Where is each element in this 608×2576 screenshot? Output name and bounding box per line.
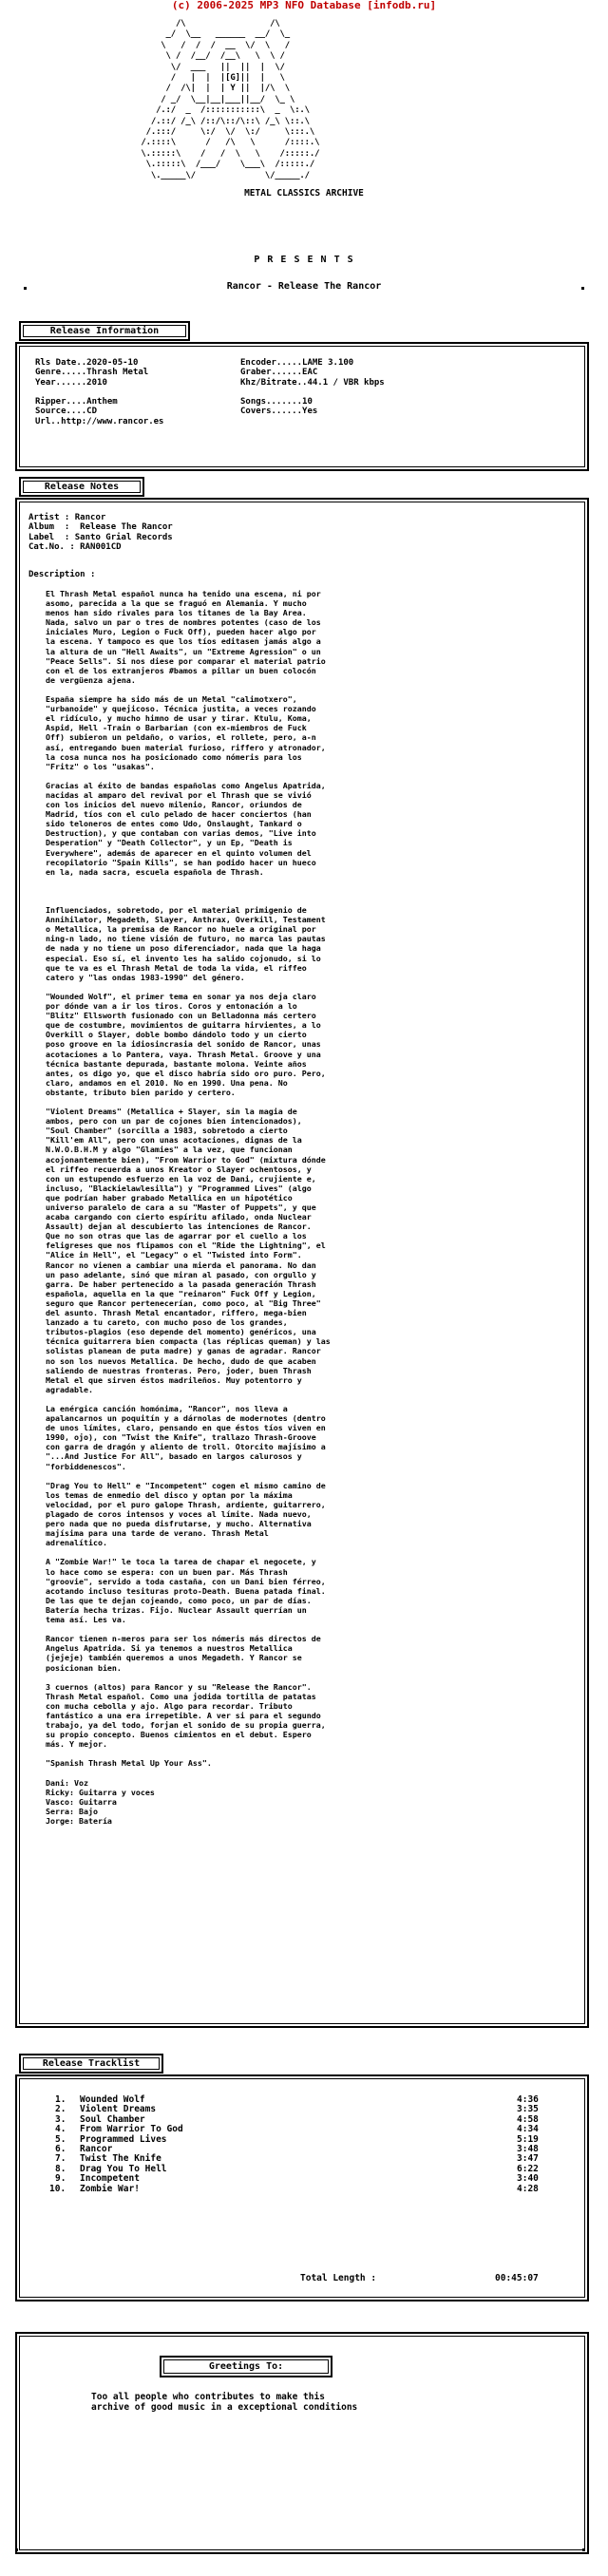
presents-heading: P R E S E N T S: [254, 255, 354, 265]
description-line: nacidas al amparo del revival por el Thrash que se vivió: [46, 789, 312, 800]
description-line: [46, 982, 331, 992]
description-line: [46, 1471, 331, 1481]
description-line: lo hace como se espera: con un buen par. Más Thrash: [46, 1566, 288, 1577]
description-line: con los inicios del nuevo milenio, Rancor, oriundos de: [46, 800, 302, 810]
description-line: la altura de un "Hell Awaits", un "Extreme Agression" o un: [46, 646, 321, 656]
description-line: (jejeje) también queremos a unos Megadeth. Y Rancor se: [46, 1653, 302, 1663]
description-line: "forbiddenescos".: [46, 1461, 126, 1471]
description-line: A "Zombie War!" le toca la tarea de chapar el negocete, y: [46, 1557, 316, 1567]
info-right-line: Songs.......10: [240, 397, 313, 407]
description-line: de vergüenza ajena.: [46, 674, 136, 685]
metal-classics-logo-art: /\ /\ _/ \__ ______ __/ \_ \ / / / __ \/ \ / \ / /__/ /__\ \ \ / \/ ___ || || | \/ / | | |[G]|| | \ / /\| | | Y || |/\ \ / _/ \__|__|___||__/ \_ \ /.:/ _ /:::::::::::\ _ \:.\ /.::/ /_\ /::/\::/\::\ /_\ \::.\ /.:::/ \:/ \/ \:/ \:::.\ /.::::\ / /\ \ /::::.\ \.:::::\ / / \ \ /:::::./ \.:::::\ /___/ \___\ /:::::./ \._____\/ \/_____./: [141, 19, 320, 180]
description-line: "Soul Chamber" (sorcilla a 1983, sobretodo a cierto: [46, 1126, 288, 1136]
info-left-line: Rls Date..2020-05-10: [35, 358, 139, 368]
description-line: [46, 1097, 331, 1107]
notes-meta-line: Label : Santo Grial Records: [28, 532, 173, 542]
notes-meta-line: Cat.No. : RAN001CD: [28, 541, 122, 552]
footer-dot-right: [582, 2548, 585, 2551]
track-number: 10.: [49, 2183, 66, 2194]
description-line: velocidad, por el puro galope Thrash, ardiente, guitarrero,: [46, 1499, 326, 1509]
description-line: "urbanoide" y quejicoso. Técnica justita, a veces rozando: [46, 704, 316, 714]
release-information-header: Release Information: [19, 321, 190, 341]
description-line: asomo, parecida a la que se fraguó en Alemania. Y mucho: [46, 598, 307, 609]
description-line: adrenalítico.: [46, 1538, 107, 1548]
description-line: 3 cuernos (altos) para Rancor y su "Release the Rancor".: [46, 1681, 312, 1692]
release-info-right-column: [240, 358, 385, 417]
description-line: El Thrash Metal español nunca ha tenido una escena, ni por: [46, 589, 321, 598]
description-line: [46, 877, 331, 886]
description-line: Overkill o Slayer, doble bombo dándolo todo y un cierto: [46, 1030, 307, 1040]
description-line: menos han sido rivales para los titanes de la Bay Area.: [46, 608, 307, 618]
track-title: Soul Chamber: [80, 2113, 145, 2125]
description-line: ning-n lado, no tiene visión de futuro, no marca las pautas: [46, 934, 326, 944]
track-time: 5:19: [517, 2133, 539, 2145]
description-line: en la, nada sacra, escuela española de Thrash.: [46, 866, 264, 877]
description-line: [46, 685, 331, 694]
description-line: [46, 896, 331, 905]
description-line: Gracias al éxito de bandas españolas como Angelus Apatrida,: [46, 780, 326, 790]
description-line: el ridículo, y mucho himno de usar y tirar. Ktulu, Koma,: [46, 713, 312, 724]
description-line: [46, 1394, 331, 1404]
description-line: 1990, ojo), con "Twist the Knife", trallazo Thrash-Groove: [46, 1432, 316, 1443]
description-line: feligreses que nos flipamos con el "Ride the Lightning", el: [46, 1241, 326, 1251]
track-number: 7.: [55, 2153, 66, 2165]
description-line: [46, 886, 331, 896]
separator-dot-right: [581, 287, 584, 290]
info-right-line: Covers......Yes: [240, 407, 318, 417]
description-line: Everywhere", además de aparecer en el quinto volumen del: [46, 847, 312, 858]
description-line: Ricky: Guitarra y voces: [46, 1787, 155, 1797]
description-line: garra. De haber pertenecido a la pasada generación Thrash: [46, 1279, 316, 1289]
track-time: 6:22: [517, 2163, 539, 2174]
description-line: Thrash Metal español. Como una jodida tortilla de patatas: [46, 1691, 316, 1701]
track-title: Drag You To Hell: [80, 2163, 167, 2174]
track-number: 9.: [55, 2173, 66, 2185]
info-left-line: Ripper....Anthem: [35, 397, 118, 407]
description-line: Vasco: Guitarra: [46, 1796, 117, 1807]
track-time: 3:35: [517, 2104, 539, 2115]
footer-dot-left: [15, 2548, 18, 2551]
description-line: fantástico a una era irrepetible. A ver si para el segundo: [46, 1710, 321, 1720]
track-number: 1.: [55, 2094, 66, 2105]
description-line: "Kill'em All", pero con unas acotaciones, dignas de la: [46, 1135, 302, 1146]
description-line: ambos, pero con un par de cojones bien intencionados),: [46, 1116, 302, 1127]
description-line: "groovie", servido a toda castaña, con un Dani bien férreo,: [46, 1576, 326, 1586]
description-line: [46, 1547, 331, 1557]
info-left-line: Year......2010: [35, 377, 107, 388]
track-time: 4:36: [517, 2094, 539, 2105]
description-line: con el de los extranjeros #bamos a pillar un buen colocón: [46, 665, 316, 675]
description-line: Que no son otras que las de agarrar por el cuello a los: [46, 1231, 307, 1241]
description-line: [46, 1769, 331, 1778]
description-line: claro, andamos en el 2010. No en 1990. Una pena. No: [46, 1077, 288, 1088]
info-right-line: [240, 388, 385, 397]
description-line: los temas de enmedio del disco y optan por la máxima: [46, 1489, 293, 1500]
description-line: "...And Justice For All", basado en largos calurosos y: [46, 1451, 302, 1462]
greetings-text: [91, 2392, 357, 2413]
release-info-left-column: [35, 358, 163, 426]
track-title: Wounded Wolf: [80, 2094, 145, 2105]
info-left-line: [35, 388, 163, 397]
description-line: "Violent Dreams" (Metallica + Slayer, sin la magia de: [46, 1107, 297, 1117]
description-line: N.W.O.B.H.M y algo "Glamies" a la vez, que funcionan: [46, 1145, 293, 1155]
track-number: 5.: [55, 2133, 66, 2145]
description-line: solistas planean de puta madre) y ganas de agradar. Rancor: [46, 1346, 321, 1356]
logo-caption: METAL CLASSICS ARCHIVE: [244, 188, 364, 199]
track-title: Programmed Lives: [80, 2133, 167, 2145]
description-line: De las que te dejan cojeando, como poco, un par de días.: [46, 1595, 312, 1605]
total-length-label: Total Length :: [300, 2273, 377, 2283]
description-line: Rancor no vienen a cambiar una mierda el panorama. No dan: [46, 1260, 316, 1270]
description-line: Serra: Bajo: [46, 1806, 98, 1816]
total-length-value: 00:45:07: [495, 2273, 539, 2283]
description-line: "Drag You to Hell" e "Incompetent" cogen el mismo camino de: [46, 1480, 326, 1490]
description-line: tema así. Les va.: [46, 1615, 126, 1625]
description-line: sido teloneros de entes como Udo, Onslaught, Tankard o: [46, 819, 302, 829]
description-line: plagado de coros intensos y voces al límite. Nada nuevo,: [46, 1509, 312, 1519]
description-line: especial. Eso sí, el invento les ha salido cojonudo, si lo: [46, 953, 321, 963]
description-line: Influenciados, sobretodo, por el material primigenio de: [46, 905, 307, 916]
description-line: la cosa nunca nos ha posicionado como nómeris para los: [46, 751, 302, 762]
description-line: España siempre ha sido más de un Metal "calimotxero",: [46, 694, 297, 705]
description-line: un paso adelante, sinó que miran al pasado, con orgullo y: [46, 1269, 316, 1279]
track-number: 6.: [55, 2144, 66, 2154]
notes-meta-line: Album : Release The Rancor: [28, 522, 173, 533]
release-tracklist-header: Release Tracklist: [19, 2054, 163, 2074]
track-time: 3:40: [517, 2173, 539, 2185]
description-line: tributos-plagios (eso depende del momento) genéricos, una: [46, 1327, 316, 1337]
description-line: obstante, tributo bien parido y certero.: [46, 1087, 236, 1097]
track-time: 4:58: [517, 2113, 539, 2125]
description-line: o Metallica, la premisa de Rancor no huele a original por: [46, 924, 316, 935]
description-line: acotaciones a lo Pantera, vaya. Thrash Metal. Groove y una: [46, 1049, 321, 1059]
description-line: "Blitz" Ellsworth fusionado con un Belladonna más certero: [46, 1011, 316, 1021]
track-number: 3.: [55, 2113, 66, 2125]
description-line: acaba cargando con cierto espíritu afilado, onda Nuclear: [46, 1212, 312, 1222]
description-line: Off) subieron un peldaño, o varios, el rollete, pero, a-n: [46, 732, 316, 743]
description-line: de unos límites, claro, pensando en que éstos tíos viven en: [46, 1423, 326, 1433]
info-right-line: Graber......EAC: [240, 368, 318, 378]
description-line: técnica guitarrera bien compacta (las réplicas queman) y las: [46, 1336, 331, 1347]
description-line: antes, os digo yo, que el disco habría sido oro puro. Pero,: [46, 1068, 326, 1078]
description-line: Assault) dejan al descubierto las intenciones de Rancor.: [46, 1222, 312, 1232]
track-time: 4:34: [517, 2124, 539, 2135]
description-line: por dónde van a ir los tiros. Coros y entonación a lo: [46, 1001, 297, 1012]
description-line: Metal el que sirven éstos madrileños. Muy potentorro y: [46, 1374, 302, 1385]
description-line: su propio concepto. Buenos cimientos en el debut. Espero: [46, 1730, 312, 1740]
track-title: From Warrior To God: [80, 2124, 183, 2135]
description-line: que de costumbre, movimientos de guitarra hirvientes, a lo: [46, 1020, 321, 1031]
description-line: con un estupendo esfuerzo en la voz de Dani, crujiente e,: [46, 1173, 316, 1184]
greetings-header: Greetings To:: [160, 2356, 332, 2377]
description-text: [46, 589, 331, 1826]
description-line: "Alice in Hell", el "Legacy" o el "Twisted into Form".: [46, 1250, 302, 1260]
description-line: Destruction), y que contaban con varias demos, "Live into: [46, 828, 316, 839]
description-line: [46, 771, 331, 781]
description-line: española, aquella en la que "reinaron" Fuck Off y Legion,: [46, 1288, 316, 1298]
description-line: pero nada que no pueda disfrutarse, y mucho. Alternativa: [46, 1519, 312, 1529]
description-line: Dani: Voz: [46, 1777, 88, 1788]
description-line: Rancor tienen n-meros para ser los nómeris más directos de: [46, 1634, 321, 1644]
info-left-line: Source....CD: [35, 407, 98, 417]
description-line: poso groove en la idiosincrasia del sonido de Rancor, unas: [46, 1039, 321, 1050]
description-line: la escena. Y tampoco es que los tíos editasen jamás algo a: [46, 636, 321, 647]
description-line: Desperation" y "Death Collector", y un Ep, "Death is: [46, 838, 293, 848]
description-line: Aspid, Hell -Train o Barbarian (con ex-miembros de Fuck: [46, 723, 307, 733]
description-line: de nada y no tiene un poso diferenciador, nada que la haga: [46, 943, 321, 954]
track-title: Rancor: [80, 2144, 113, 2154]
description-line: catero y "las ondas 1983-1990" del género.: [46, 972, 245, 982]
description-line: seguro que Rancor pertenecerían, como poco, al "Big Three": [46, 1297, 321, 1308]
release-title: Rancor - Release The Rancor: [226, 281, 382, 292]
info-left-line: Genre.....Thrash Metal: [35, 368, 149, 378]
description-line: incluso, "Blackielawlesilla") y "Programmed Lives" (algo: [46, 1183, 312, 1193]
description-line: Jorge: Batería: [46, 1816, 112, 1826]
track-number: 4.: [55, 2124, 66, 2135]
description-line: agradable.: [46, 1384, 93, 1394]
description-line: "Wounded Wolf", el primer tema en sonar ya nos deja claro: [46, 991, 316, 1001]
description-label: Description :: [28, 570, 96, 579]
description-line: posicionan bien.: [46, 1662, 122, 1673]
description-line: "Fritz" o los "usakas".: [46, 761, 155, 771]
description-line: acotando incluso tesituras proto-Death. Buena patada final.: [46, 1585, 326, 1596]
description-line: [46, 1624, 331, 1634]
description-line: que podrían haber grabado Metallica en un hipotético: [46, 1192, 293, 1203]
description-line: el riffeo recuerda a unos Kreator o Slayer ochentosos, y: [46, 1164, 312, 1174]
description-line: trabajo, ya del todo, forjan el sonido de su propia guerra,: [46, 1720, 326, 1731]
description-line: con garra de dragón y aliento de troll. Otorcito majísimo a: [46, 1442, 326, 1452]
track-number: 8.: [55, 2163, 66, 2174]
description-line: lanzado a tu careto, con mucho poso de los grandes,: [46, 1317, 288, 1328]
description-line: acojonantemente bien), "From Warrior to God" (mixtura dónde: [46, 1154, 326, 1165]
description-line: Batería hecha trizas. Fijo. Nuclear Assault querrían un: [46, 1604, 307, 1615]
description-line: técnica bastante depurada, bastante molona. Veinte años: [46, 1058, 307, 1069]
description-line: más. Y mejor.: [46, 1739, 107, 1750]
description-line: apalancarnos un poquitín y a dárnolas de modernotes (dentro: [46, 1413, 326, 1424]
track-title: Violent Dreams: [80, 2104, 157, 2115]
greetings-line: Too all people who contributes to make this: [91, 2392, 325, 2402]
description-line: universo paralelo de cara a su "Master of Puppets", y que: [46, 1203, 316, 1212]
greetings-line: archive of good music in a exceptional conditions: [91, 2402, 358, 2413]
track-time: 3:48: [517, 2144, 539, 2154]
info-right-line: Encoder.....LAME 3.100: [240, 358, 354, 368]
release-notes-meta: [28, 513, 173, 552]
info-left-line: Url..http://www.rancor.es: [35, 416, 164, 426]
track-title: Twist The Knife: [80, 2153, 162, 2165]
description-line: [46, 1673, 331, 1682]
description-line: recopilatorio "Spain Kills", se han podido hacer un hueco: [46, 857, 316, 867]
description-line: saliendo de nuestras fronteras. Pero, joder, buen Thrash: [46, 1365, 312, 1375]
description-line: del asunto. Thrash Metal encantador, riffero, mega-bien: [46, 1308, 307, 1318]
description-line: Annihilator, Megadeth, Slayer, Anthrax, Overkill, Testament: [46, 915, 326, 925]
description-line: "Spanish Thrash Metal Up Your Ass".: [46, 1758, 212, 1769]
description-line: con mucha cebolla y ajo. Algo para recordar. Tributo: [46, 1700, 293, 1711]
description-line: La enérgica canción homónima, "Rancor", nos lleva a: [46, 1403, 288, 1413]
description-line: majísima para una tarde de verano. Thrash Metal: [46, 1528, 269, 1539]
description-line: [46, 1749, 331, 1758]
track-title: Incompetent: [80, 2173, 140, 2185]
description-line: que te va es el Thrash Metal de toda la vida, el riffeo: [46, 962, 307, 973]
description-line: no son los nuevos Metallica. De hecho, dudo de que acaben: [46, 1355, 316, 1366]
description-line: Angelus Apatrida. Si ya tenemos a nuestros Metallica: [46, 1643, 293, 1654]
description-line: "Peace Sells". Si nos diese por comparar el material patrio: [46, 655, 326, 666]
track-time: 3:47: [517, 2153, 539, 2165]
description-line: Madrid, tíos con el culo pelado de hacer conciertos (han: [46, 809, 312, 820]
track-title: Zombie War!: [80, 2183, 140, 2194]
track-time: 4:28: [517, 2183, 539, 2194]
info-right-line: Khz/Bitrate..44.1 / VBR kbps: [240, 377, 385, 388]
release-notes-header: Release Notes: [19, 477, 144, 497]
track-number: 2.: [55, 2104, 66, 2115]
description-line: así, entregando buen material furioso, riffero y atronador,: [46, 742, 326, 752]
description-line: iniciales Muro, Legion o Fuck Off), pueden hacer algo por: [46, 627, 316, 637]
notes-meta-line: Artist : Rancor: [28, 513, 106, 522]
description-line: Nada, salvo un par o tres de nombres potentes (caso de los: [46, 617, 321, 628]
copyright-banner: (c) 2006-2025 MP3 NFO Database [infodb.ru]: [171, 0, 437, 11]
